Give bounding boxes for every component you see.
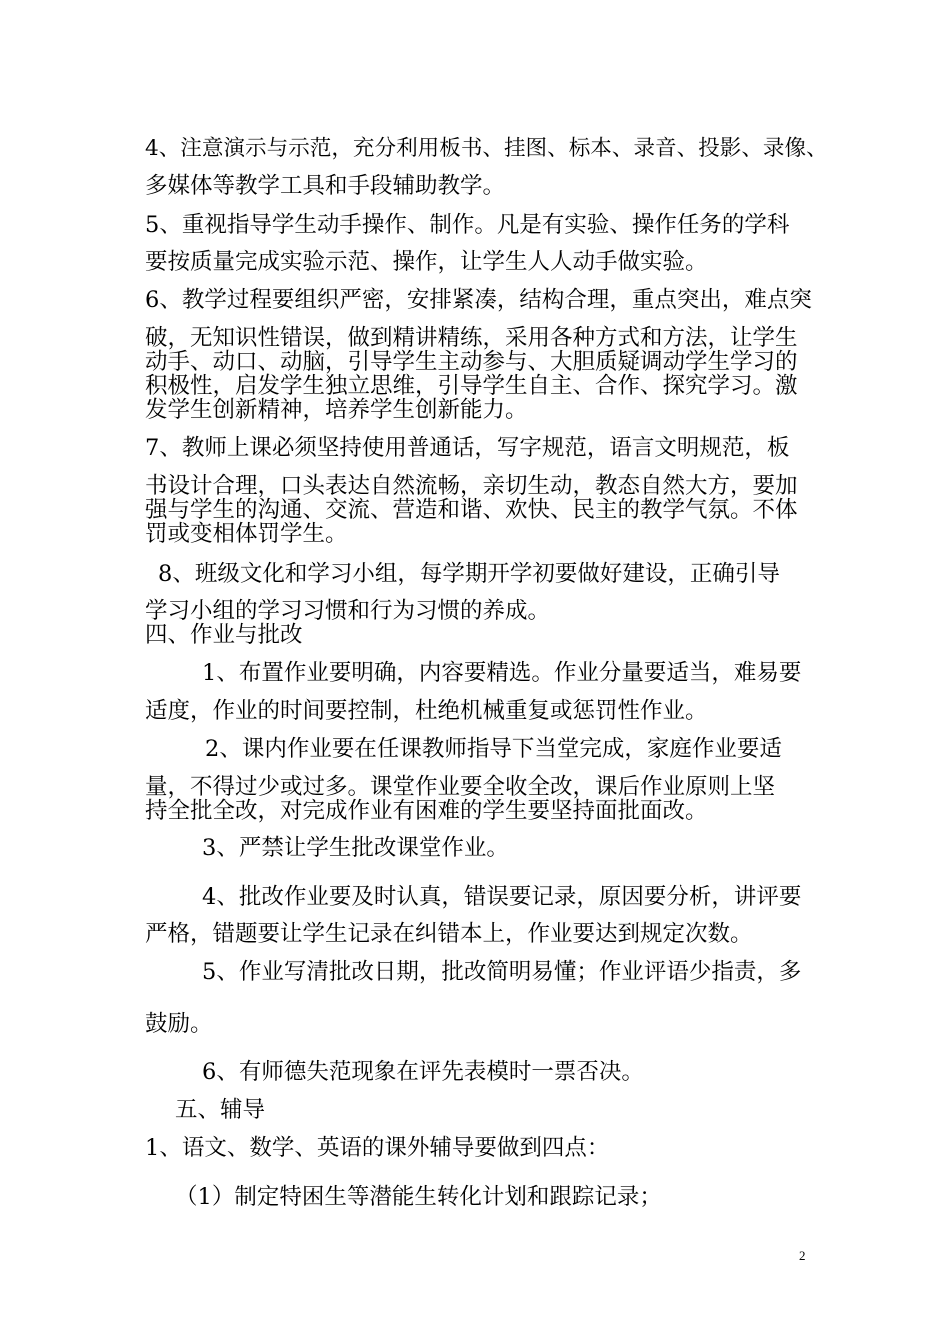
text-line: 破，无知识性错误，做到精讲精练，采用各种方式和方法，让学生 <box>145 325 798 351</box>
text-line: 学习小组的学习习惯和行为习惯的养成。 <box>145 598 551 624</box>
text-line: 书设计合理，口头表达自然流畅，亲切生动，教态自然大方，要加 <box>145 473 798 499</box>
section-heading: 四、作业与批改 <box>145 622 303 648</box>
section-heading: 五、辅导 <box>175 1097 266 1123</box>
text-line: 6、教学过程要组织严密，安排紧凑，结构合理，重点突出，难点突 <box>145 287 812 313</box>
text-line: 多媒体等教学工具和手段辅助教学。 <box>145 173 506 199</box>
text-line: 持全批全改，对完成作业有困难的学生要坚持面批面改。 <box>145 798 708 824</box>
text-line: 动手、动口、动脑，引导学生主动参与、大胆质疑调动学生学习的 <box>145 349 798 375</box>
text-line: 3、严禁让学生批改课堂作业。 <box>202 835 509 861</box>
text-line: 7、教师上课必须坚持使用普通话，写字规范，语言文明规范，板 <box>145 435 790 461</box>
text-line: 4、注意演示与示范，充分利用板书、挂图、标本、录音、投影、录像、 <box>145 136 828 161</box>
text-line: 要按质量完成实验示范、操作，让学生人人动手做实验。 <box>145 249 708 275</box>
text-line: 5、作业写清批改日期，批改简明易懂；作业评语少指责，多 <box>202 959 802 985</box>
text-line: 适度，作业的时间要控制，杜绝机械重复或惩罚性作业。 <box>145 698 708 724</box>
text-line: 严格，错题要让学生记录在纠错本上，作业要达到规定次数。 <box>145 921 753 947</box>
text-line: 8、班级文化和学习小组，每学期开学初要做好建设，正确引导 <box>158 561 780 587</box>
text-line: 罚或变相体罚学生。 <box>145 521 348 547</box>
text-line: 强与学生的沟通、交流、营造和谐、欢快、民主的教学气氛。不体 <box>145 497 798 523</box>
text-line: 6、有师德失范现象在评先表模时一票否决。 <box>202 1059 644 1085</box>
text-line: 2、课内作业要在任课教师指导下当堂完成，家庭作业要适 <box>205 736 782 762</box>
page-number: 2 <box>799 1248 806 1263</box>
text-line: 1、语文、数学、英语的课外辅导要做到四点： <box>145 1135 610 1161</box>
text-line: 积极性，启发学生独立思维，引导学生自主、合作、探究学习。激 <box>145 373 798 399</box>
text-line: 量，不得过少或过多。课堂作业要全收全改，课后作业原则上坚 <box>145 774 776 800</box>
text-line: 5、重视指导学生动手操作、制作。凡是有实验、操作任务的学科 <box>145 212 790 238</box>
text-line: 4、批改作业要及时认真，错误要记录，原因要分析，讲评要 <box>202 884 802 910</box>
text-line: 发学生创新精神，培养学生创新能力。 <box>145 397 528 423</box>
text-line: （1）制定特困生等潜能生转化计划和跟踪记录； <box>175 1184 662 1210</box>
text-line: 鼓励。 <box>145 1011 213 1037</box>
text-line: 1、布置作业要明确，内容要精选。作业分量要适当，难易要 <box>202 660 802 686</box>
